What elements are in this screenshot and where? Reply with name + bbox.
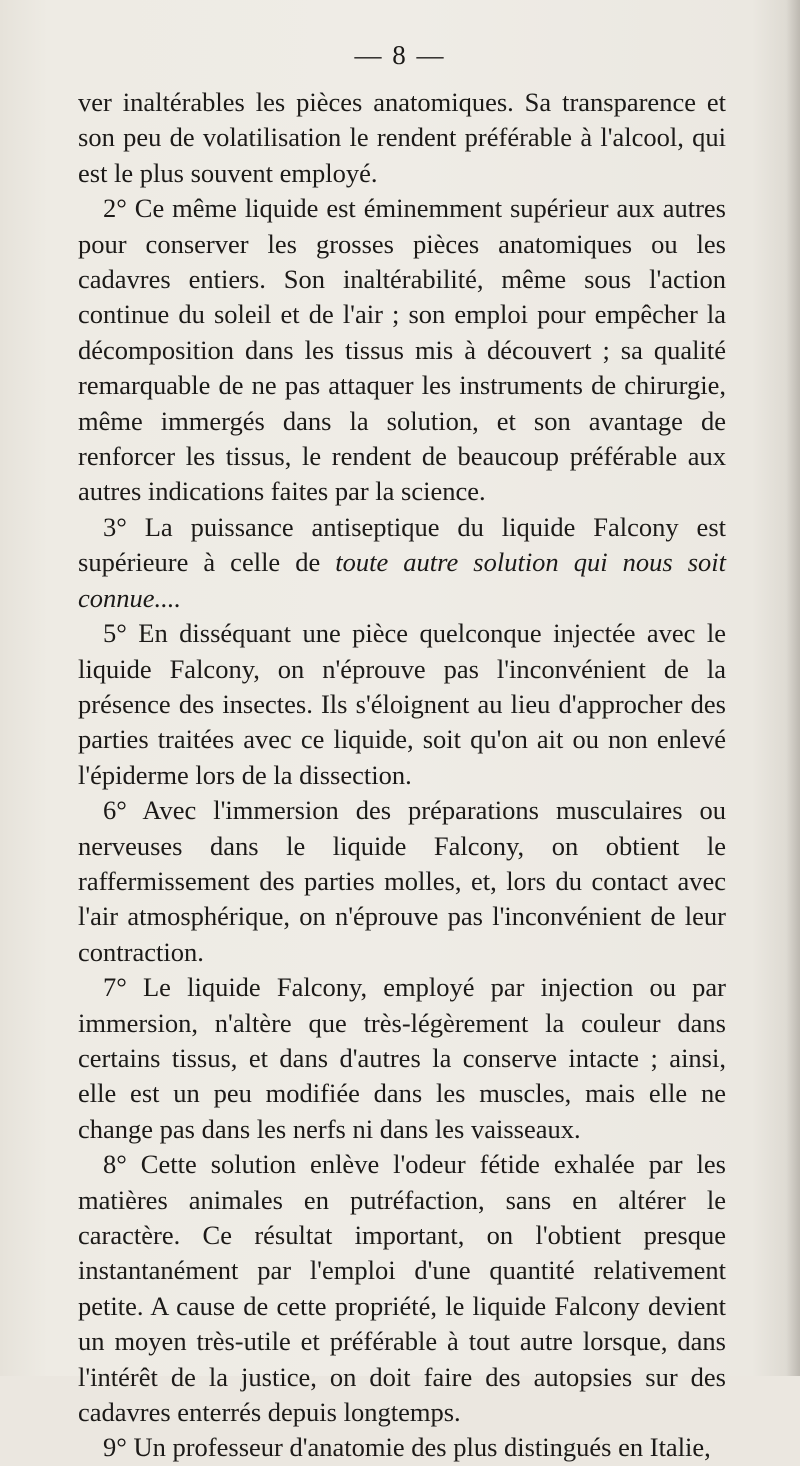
paragraph-9: 9° Un professeur d'anatomie des plus distingués en Italie,	[103, 1432, 711, 1463]
paragraph-3	[78, 510, 726, 616]
paragraph-6: 6° Avec l'immersion des préparations musculaires ou nerveuses dans le liquide Falcony, on obtient le raffermissement des parties molles, et, lors du contact avec l'air atmosphérique, on n'éprouve pas l'inconvénient de leur contraction.	[78, 795, 726, 967]
paragraph-8: 8° Cette solution enlève l'odeur fétide exhalée par les matières animales en putréfaction, sans en altérer le caractère. Ce résultat important, on l'obtient presque instantanément par l'emploi d'une quantité relativement petite. A cause de cette propriété, le liquide Falcony devient un moyen très-utile et préférable à tout autre lorsque, dans l'intérêt de la justice, on doit faire des autopsies sur des cadavres enterrés depuis longtemps.	[78, 1149, 726, 1428]
paragraph-3-italic: toute autre solution qui nous soit connue....	[78, 547, 726, 613]
paragraph-3-text: 3° La puissance antiseptique du liquide Falcony est supérieure à celle de	[78, 511, 726, 578]
page-edge-shadow	[786, 0, 800, 1376]
paragraph-2: 2° Ce même liquide est éminemment supérieur aux autres pour conserver les grosses pièces anatomiques ou les cadavres entiers. Son inaltérabilité, même sous l'action continue du soleil et de l'air ; son emploi pour empêcher la décomposition dans les tissus mis à découvert ; sa qualité remarquable de ne pas attaquer les instruments de chirurgie, même immergés dans la solution, et son avantage de renforcer les tissus, le rendent de beaucoup préférable aux autres indications faites par la science.	[78, 193, 726, 507]
paragraph-continuation: ver inaltérables les pièces anatomiques. Sa transparence et son peu de volatilisation le rendent préférable à l'alcool, qui est le plus souvent employé.	[78, 87, 726, 188]
body-text	[78, 85, 726, 1466]
page-number: — 8 —	[354, 40, 446, 70]
paragraph-5: 5° En disséquant une pièce quelconque injectée avec le liquide Falcony, on n'éprouve pas l'inconvénient de la présence des insectes. Ils s'éloignent au lieu d'approcher des parties traitées avec ce liquide, soit qu'on ait ou non enlevé l'épiderme lors de la dissection.	[78, 618, 726, 790]
paragraph-7: 7° Le liquide Falcony, employé par injection ou par immersion, n'altère que très-légèrement la couleur dans certains tissus, et dans d'autres la conserve intacte ; ainsi, elle est un peu modifiée dans les muscles, mais elle ne change pas dans les nerfs ni dans les vaisseaux.	[78, 972, 726, 1144]
